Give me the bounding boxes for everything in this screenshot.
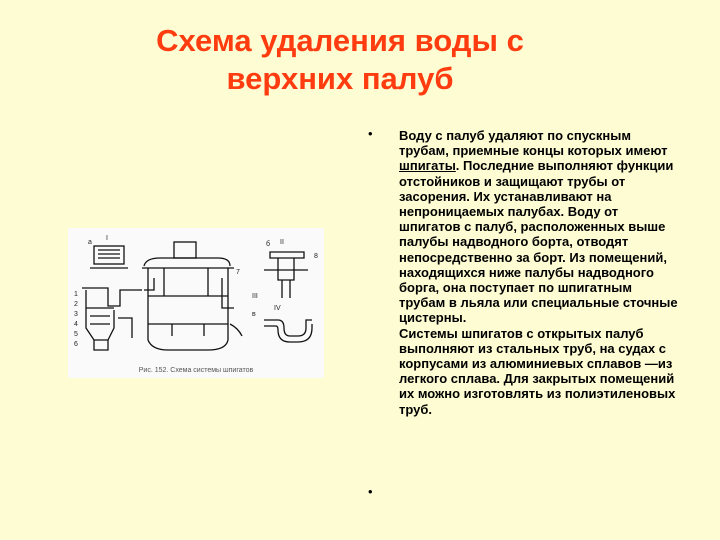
title-line-2: верхних палуб [226,61,454,96]
label-n1: 1 [74,291,78,298]
diagram-drawing [68,228,324,378]
title-line-1: Схема удаления воды с [156,23,524,58]
label-a: a [88,239,92,246]
paragraph-1-end: . Последние выполняют функции отстойников и защищают трубы от засорения. Их устанавливают на непроницаемых палубах. Воду от шпигатов с палуб, расположенных выше палубы надводного борта, отводят непосредственно за борт. Из помещений, находящихся ниже палубы надводного борга, она поступает по шпигатным трубам в льяла или специальные сточные цистерны. [399,158,678,326]
label-n5: 5 [74,331,78,338]
scupper-grate-box [94,246,124,264]
label-n2: 2 [74,301,78,308]
label-n6: 6 [74,341,78,348]
bullet-marker-1: • [368,126,373,141]
label-b: б [266,241,271,248]
scupper-system-diagram [68,228,324,378]
label-roman-1: I [106,235,108,242]
slide-title [60,22,620,98]
paragraph-1-start: Воду с палуб удаляют по спускным трубам, приемные концы которых имеют [399,128,668,159]
label-n3: 3 [74,311,78,318]
paragraph-1 [399,128,681,326]
label-n4: 4 [74,321,78,328]
body-text [399,128,681,417]
label-n7: 7 [236,269,240,276]
label-v: в [252,311,256,318]
figure-caption: Рис. 152. Схема системы шпигатов [138,367,254,374]
scupper-term-link[interactable]: шпигаты [399,158,456,174]
label-roman-2: II [280,239,284,246]
label-roman-4: IV [274,305,281,312]
label-n8: 8 [314,253,318,260]
paragraph-2: Системы шпигатов с открытых палуб выполняют из стальных труб, на судах с корпусами из алюминиевых сплавов —из легкого сплава. Для закрытых помещений их можно изготовлять из полиэтиленовых труб. [399,325,676,417]
label-roman-3: III [252,293,258,300]
bullet-marker-2: • [368,484,373,499]
